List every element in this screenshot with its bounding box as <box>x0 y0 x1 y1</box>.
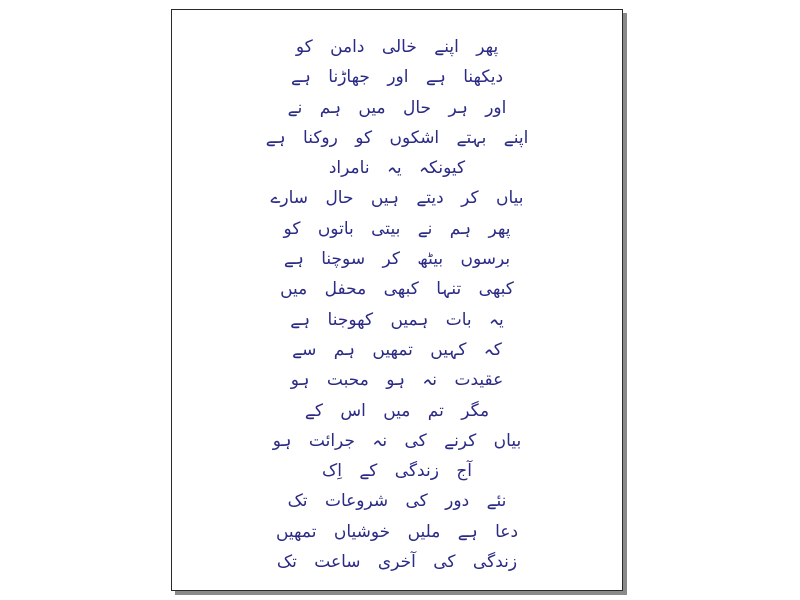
poem-line: برسوں بیٹھ کر سوچنا ہے <box>283 249 511 270</box>
poem-line: عقیدت نہ ہو محبت ہو <box>290 370 504 391</box>
document-page <box>171 9 623 591</box>
poem-line: آج زندگی کے اِک <box>321 461 473 482</box>
poem-line: بیاں کر دیتے ہیں حال سارے <box>270 188 524 209</box>
poem-line: اپنے بہتے اشکوں کو روکنا ہے <box>265 127 529 148</box>
poem-line: کہ کہیں تمھیں ہم سے <box>292 339 502 360</box>
poem <box>172 32 622 577</box>
poem-line: اور ہر حال میں ہم نے <box>287 97 507 118</box>
poem-line: یہ بات ہمیں کھوجنا ہے <box>290 309 504 330</box>
poem-line: بیاں کرنے کی نہ جرائت ہو <box>272 430 522 451</box>
poem-line: پھر ہم نے بیتی باتوں کو <box>283 218 511 239</box>
poem-line: کبھی تنہا کبھی محفل میں <box>280 279 514 300</box>
poem-line: دعا ہے ملیں خوشیاں تمھیں <box>275 521 519 542</box>
poem-line: زندگی کی آخری ساعت تک <box>276 552 518 573</box>
poem-line: دیکھنا ہے اور جھاڑنا ہے <box>290 67 504 88</box>
poem-line: پھر اپنے خالی دامن کو <box>295 37 499 57</box>
poem-line: مگر تم میں اس کے <box>304 400 490 421</box>
poem-line: کیونکہ یہ نامراد <box>328 158 466 179</box>
poem-line: نئے دور کی شروعات تک <box>287 491 507 512</box>
